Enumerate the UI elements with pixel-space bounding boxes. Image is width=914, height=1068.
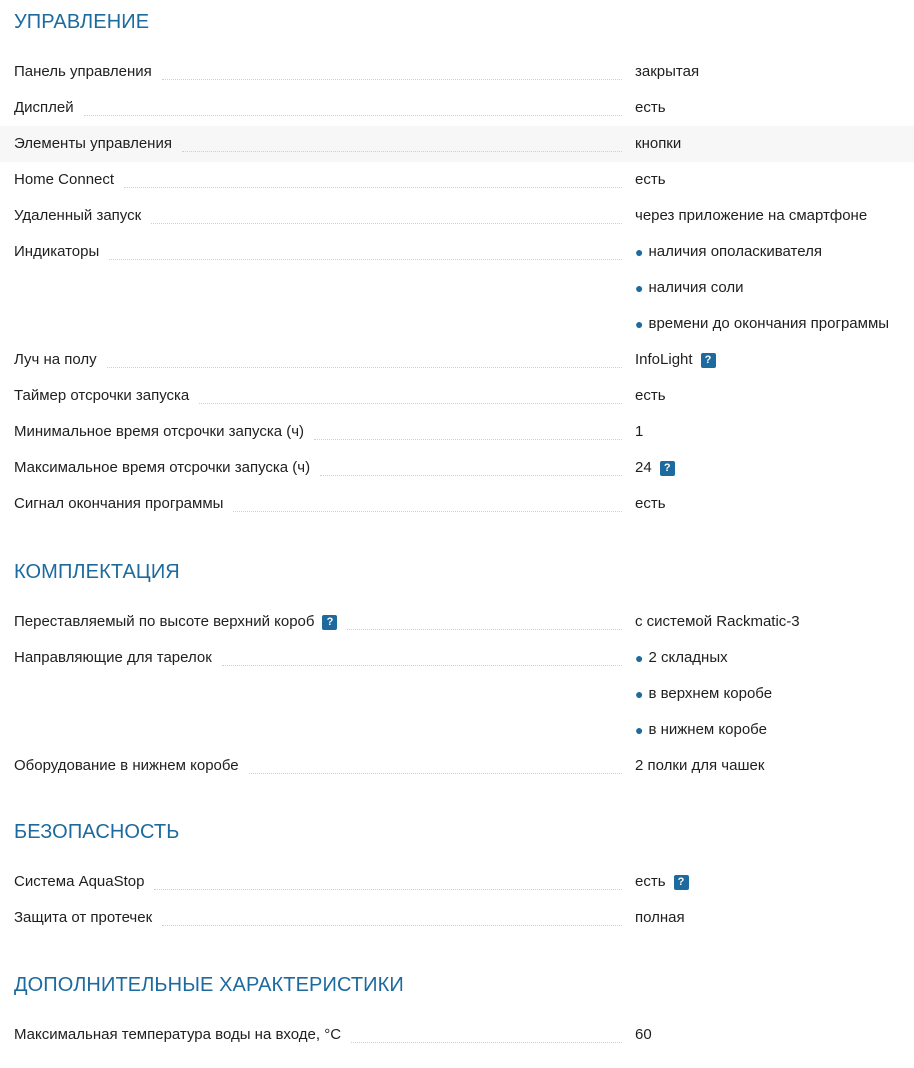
dotted-leader (347, 629, 622, 630)
spec-value (635, 748, 764, 784)
spec-row-continuation (0, 306, 914, 342)
spec-rows (0, 864, 914, 936)
spec-label-text: Луч на полу (14, 351, 97, 368)
section-title: ДОПОЛНИТЕЛЬНЫЕ ХАРАКТЕРИСТИКИ (14, 974, 404, 996)
spec-row (0, 864, 914, 900)
spec-value-text: полная (635, 909, 685, 926)
spec-value (635, 450, 675, 486)
bullet-icon: ● (635, 686, 644, 702)
spec-label-wrap (14, 198, 622, 234)
spec-value (635, 864, 689, 900)
spec-row (0, 342, 914, 378)
spec-row-main (0, 162, 914, 198)
help-icon[interactable]: ? (322, 615, 337, 630)
spec-row-main (0, 900, 914, 936)
spec-row (0, 54, 914, 90)
spec-label-wrap (14, 90, 622, 126)
spec-row-continuation (0, 676, 914, 712)
spec-row-main (0, 450, 914, 486)
spec-value-text: наличия ополаскивателя (648, 243, 822, 260)
spec-row-main (0, 90, 914, 126)
spec-row (0, 748, 914, 784)
spec-row (0, 162, 914, 198)
spec-row (0, 486, 914, 522)
spec-label (14, 162, 124, 198)
spec-label (14, 378, 199, 414)
spec-value-text: 2 полки для чашек (635, 757, 765, 774)
dotted-leader (151, 223, 622, 224)
spec-label (14, 486, 233, 522)
dotted-leader (314, 439, 622, 440)
spec-label-text: Элементы управления (14, 135, 172, 152)
spec-label-text: Удаленный запуск (14, 207, 142, 224)
spec-value-text: 60 (635, 1026, 652, 1043)
spec-label (14, 900, 162, 936)
spec-row (0, 234, 914, 342)
spec-value (635, 712, 767, 748)
spec-label-text: Оборудование в нижнем коробе (14, 757, 239, 774)
spec-label-text: Таймер отсрочки запуска (14, 387, 190, 404)
spec-label-wrap (14, 864, 622, 900)
spec-row-main (0, 864, 914, 900)
spec-value (635, 900, 685, 936)
bullet-icon: ● (635, 722, 644, 738)
bullet-icon: ● (635, 244, 644, 260)
spec-row (0, 900, 914, 936)
spec-label-text: Защита от протечек (14, 909, 153, 926)
spec-rows (0, 1017, 914, 1053)
spec-row-main (0, 640, 914, 676)
dotted-leader (154, 889, 622, 890)
dotted-leader (233, 511, 622, 512)
spec-row-main (0, 54, 914, 90)
spec-value-text: закрытая (635, 63, 700, 80)
spec-label (14, 1017, 351, 1053)
spec-row (0, 450, 914, 486)
spec-value-text: в верхнем коробе (648, 685, 773, 702)
spec-value (635, 640, 728, 676)
dotted-leader (320, 475, 622, 476)
spec-label (14, 54, 162, 90)
spec-rows (0, 54, 914, 522)
dotted-leader (84, 115, 622, 116)
spec-value-text: есть (635, 873, 666, 890)
spec-label-wrap (14, 414, 622, 450)
spec-value (635, 414, 643, 450)
spec-label-text: Дисплей (14, 99, 74, 116)
spec-label-wrap (14, 54, 622, 90)
spec-value (635, 270, 744, 306)
spec-label-text: Направляющие для тарелок (14, 649, 212, 666)
spec-value (635, 306, 889, 342)
spec-value-text: 1 (635, 423, 644, 440)
help-icon[interactable]: ? (701, 353, 716, 368)
spec-value (635, 1017, 652, 1053)
dotted-leader (124, 187, 622, 188)
spec-label (14, 748, 249, 784)
dotted-leader (109, 259, 622, 260)
spec-label-wrap (14, 900, 622, 936)
spec-label-wrap (14, 126, 622, 162)
spec-value-text: 24 (635, 459, 652, 476)
spec-row (0, 90, 914, 126)
spec-label-wrap (14, 486, 622, 522)
spec-row (0, 604, 914, 640)
spec-value (635, 486, 666, 522)
spec-label (14, 414, 314, 450)
spec-row (0, 414, 914, 450)
spec-value (635, 604, 800, 640)
spec-value (635, 234, 822, 270)
spec-row (0, 1017, 914, 1053)
spec-label-wrap (14, 450, 622, 486)
spec-value-text: в нижнем коробе (648, 721, 767, 738)
spec-label-text: Переставляемый по высоте верхний короб (14, 613, 315, 630)
spec-label (14, 864, 154, 900)
spec-label (14, 126, 182, 162)
spec-value (635, 162, 666, 198)
spec-row (0, 640, 914, 748)
spec-value-text: InfoLight (635, 351, 693, 368)
spec-row-main (0, 1017, 914, 1053)
dotted-leader (162, 79, 622, 80)
spec-row-main (0, 198, 914, 234)
spec-label (14, 198, 151, 234)
dotted-leader (182, 151, 622, 152)
bullet-icon: ● (635, 650, 644, 666)
spec-label (14, 342, 107, 378)
spec-value-text: времени до окончания программы (648, 315, 890, 332)
spec-row-main (0, 414, 914, 450)
spec-value-text: кнопки (635, 135, 682, 152)
spec-row (0, 198, 914, 234)
dotted-leader (162, 925, 622, 926)
spec-row-continuation (0, 712, 914, 748)
bullet-icon: ● (635, 280, 644, 296)
spec-label-text: Система AquaStop (14, 873, 145, 890)
spec-value (635, 198, 867, 234)
spec-label (14, 234, 109, 270)
spec-label-wrap (14, 640, 622, 676)
spec-row-continuation (0, 270, 914, 306)
spec-row-main (0, 748, 914, 784)
spec-label-text: Панель управления (14, 63, 152, 80)
dotted-leader (351, 1042, 622, 1043)
spec-row-main (0, 486, 914, 522)
dotted-leader (107, 367, 622, 368)
spec-label-wrap (14, 748, 622, 784)
help-icon[interactable]: ? (660, 461, 675, 476)
spec-label-wrap (14, 162, 622, 198)
dotted-leader (249, 773, 622, 774)
spec-label (14, 640, 222, 676)
spec-label-wrap (14, 604, 622, 640)
section-title: УПРАВЛЕНИЕ (14, 11, 150, 33)
spec-label-text: Минимальное время отсрочки запуска (ч) (14, 423, 305, 440)
spec-value-text: есть (635, 387, 666, 404)
spec-value-text: через приложение на смартфоне (635, 207, 868, 224)
spec-value-text: с системой Rackmatic-3 (635, 613, 800, 630)
spec-label-text: Home Connect (14, 171, 115, 188)
spec-value-text: есть (635, 99, 666, 116)
section-title: БЕЗОПАСНОСТЬ (14, 821, 180, 843)
spec-value (635, 126, 681, 162)
spec-value-text: наличия соли (648, 279, 744, 296)
spec-row-main (0, 604, 914, 640)
spec-label (14, 604, 347, 640)
spec-value-text: 2 складных (648, 649, 728, 666)
section-title: КОМПЛЕКТАЦИЯ (14, 561, 180, 583)
spec-row-main (0, 126, 914, 162)
spec-label-text: Максимальная температура воды на входе, °C (14, 1026, 342, 1043)
spec-row (0, 126, 914, 162)
spec-label-wrap (14, 234, 622, 270)
dotted-leader (199, 403, 622, 404)
spec-label-wrap (14, 378, 622, 414)
spec-label (14, 450, 320, 486)
bullet-icon: ● (635, 316, 644, 332)
spec-row-main (0, 378, 914, 414)
dotted-leader (222, 665, 622, 666)
help-icon[interactable]: ? (674, 875, 689, 890)
spec-label-text: Индикаторы (14, 243, 100, 260)
spec-value (635, 676, 772, 712)
spec-value (635, 54, 699, 90)
spec-value (635, 90, 666, 126)
spec-value (635, 378, 666, 414)
spec-row-main (0, 342, 914, 378)
spec-label-wrap (14, 1017, 622, 1053)
spec-row-main (0, 234, 914, 270)
spec-row (0, 378, 914, 414)
spec-label-text: Сигнал окончания программы (14, 495, 224, 512)
spec-label-wrap (14, 342, 622, 378)
spec-label (14, 90, 84, 126)
spec-value (635, 342, 716, 378)
spec-rows (0, 604, 914, 784)
spec-value-text: есть (635, 171, 666, 188)
spec-value-text: есть (635, 495, 666, 512)
spec-label-text: Максимальное время отсрочки запуска (ч) (14, 459, 311, 476)
